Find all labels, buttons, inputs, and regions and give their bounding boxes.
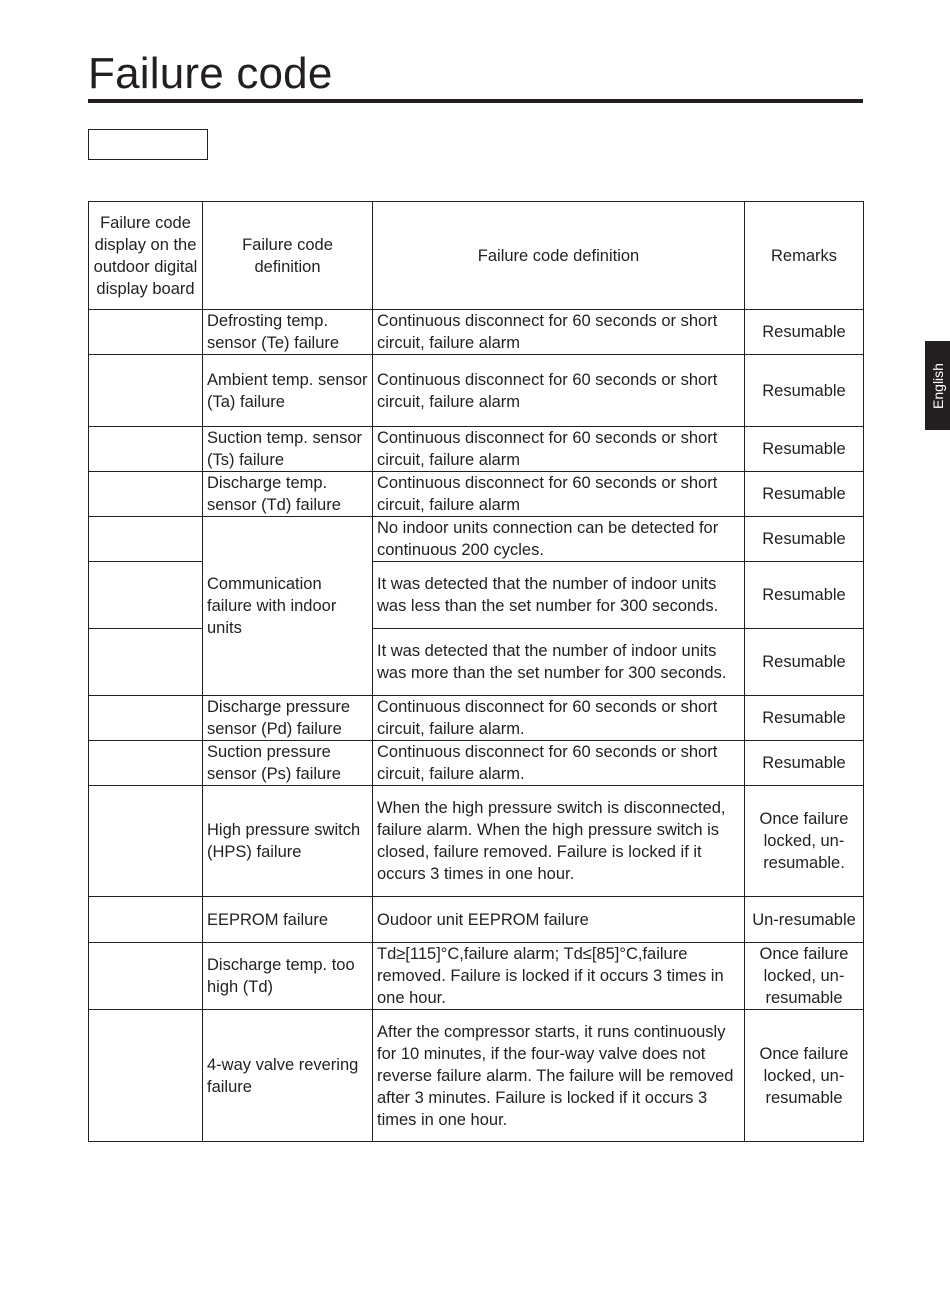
code-cell [89, 629, 203, 696]
code-cell [89, 355, 203, 427]
detail-cell: No indoor units connection can be detected for continuous 200 cycles. [373, 517, 745, 562]
table-row [89, 943, 864, 1010]
table-row [89, 517, 864, 562]
definition-cell: Discharge temp. too high (Td) [203, 943, 373, 1010]
failure-code-table [88, 201, 864, 1142]
definition-cell: Suction temp. sensor (Ts) failure [203, 427, 373, 472]
table-row [89, 741, 864, 786]
remarks-cell: Resumable [745, 427, 864, 472]
detail-cell: Continuous disconnect for 60 seconds or short circuit, failure alarm. [373, 741, 745, 786]
table-row [89, 310, 864, 355]
detail-cell: Continuous disconnect for 60 seconds or short circuit, failure alarm [373, 472, 745, 517]
remarks-cell: Resumable [745, 517, 864, 562]
table-row [89, 472, 864, 517]
table-header-row [89, 202, 864, 310]
remarks-cell: Resumable [745, 472, 864, 517]
remarks-cell: Resumable [745, 629, 864, 696]
code-cell [89, 786, 203, 897]
header-display-code: Failure code display on the outdoor digital display board [89, 202, 203, 310]
detail-cell: Continuous disconnect for 60 seconds or short circuit, failure alarm [373, 310, 745, 355]
remarks-cell: Resumable [745, 696, 864, 741]
code-cell [89, 696, 203, 741]
remarks-cell: Once failure locked, un-resumable [745, 1010, 864, 1142]
table-row [89, 696, 864, 741]
definition-cell: Discharge pressure sensor (Pd) failure [203, 696, 373, 741]
detail-cell: Oudoor unit EEPROM failure [373, 897, 745, 943]
language-tab [925, 341, 950, 430]
remarks-cell: Once failure locked, un-resumable [745, 943, 864, 1010]
code-cell [89, 897, 203, 943]
code-cell [89, 741, 203, 786]
remarks-cell: Resumable [745, 562, 864, 629]
definition-cell: 4-way valve revering failure [203, 1010, 373, 1142]
remarks-cell: Resumable [745, 355, 864, 427]
definition-cell: High pressure switch (HPS) failure [203, 786, 373, 897]
detail-cell: Continuous disconnect for 60 seconds or short circuit, failure alarm. [373, 696, 745, 741]
detail-cell: It was detected that the number of indoor units was less than the set number for 300 seconds. [373, 562, 745, 629]
detail-cell: When the high pressure switch is disconnected, failure alarm. When the high pressure switch is closed, failure removed. Failure is locked if it occurs 3 times in one hour. [373, 786, 745, 897]
detail-cell: Continuous disconnect for 60 seconds or short circuit, failure alarm [373, 427, 745, 472]
remarks-cell: Resumable [745, 310, 864, 355]
definition-cell: Discharge temp. sensor (Td) failure [203, 472, 373, 517]
definition-cell: Defrosting temp. sensor (Te) failure [203, 310, 373, 355]
detail-cell: Continuous disconnect for 60 seconds or short circuit, failure alarm [373, 355, 745, 427]
detail-cell: Td≥[115]°C,failure alarm; Td≤[85]°C,failure removed. Failure is locked if it occurs 3 times in one hour. [373, 943, 745, 1010]
code-cell [89, 1010, 203, 1142]
table-row [89, 786, 864, 897]
code-cell [89, 472, 203, 517]
page-title: Failure code [88, 49, 333, 98]
definition-cell: EEPROM failure [203, 897, 373, 943]
table-row [89, 355, 864, 427]
table-row [89, 427, 864, 472]
language-tab-label: English [929, 362, 946, 409]
code-cell [89, 427, 203, 472]
empty-label-box [88, 129, 208, 160]
code-cell [89, 562, 203, 629]
header-detail: Failure code definition [373, 202, 745, 310]
table-row [89, 897, 864, 943]
title-rule [88, 99, 863, 103]
remarks-cell: Once failure locked, un-resumable. [745, 786, 864, 897]
definition-cell: Communication failure with indoor units [203, 517, 373, 696]
detail-cell: It was detected that the number of indoor units was more than the set number for 300 seconds. [373, 629, 745, 696]
definition-cell: Suction pressure sensor (Ps) failure [203, 741, 373, 786]
code-cell [89, 943, 203, 1010]
code-cell [89, 310, 203, 355]
header-remarks: Remarks [745, 202, 864, 310]
table-row [89, 1010, 864, 1142]
remarks-cell: Un-resumable [745, 897, 864, 943]
header-definition: Failure code definition [203, 202, 373, 310]
detail-cell: After the compressor starts, it runs continuously for 10 minutes, if the four-way valve does not reverse failure alarm. The failure will be removed after 3 minutes. Failure is locked if it occurs 3 times in one hour. [373, 1010, 745, 1142]
definition-cell: Ambient temp. sensor (Ta) failure [203, 355, 373, 427]
code-cell [89, 517, 203, 562]
remarks-cell: Resumable [745, 741, 864, 786]
